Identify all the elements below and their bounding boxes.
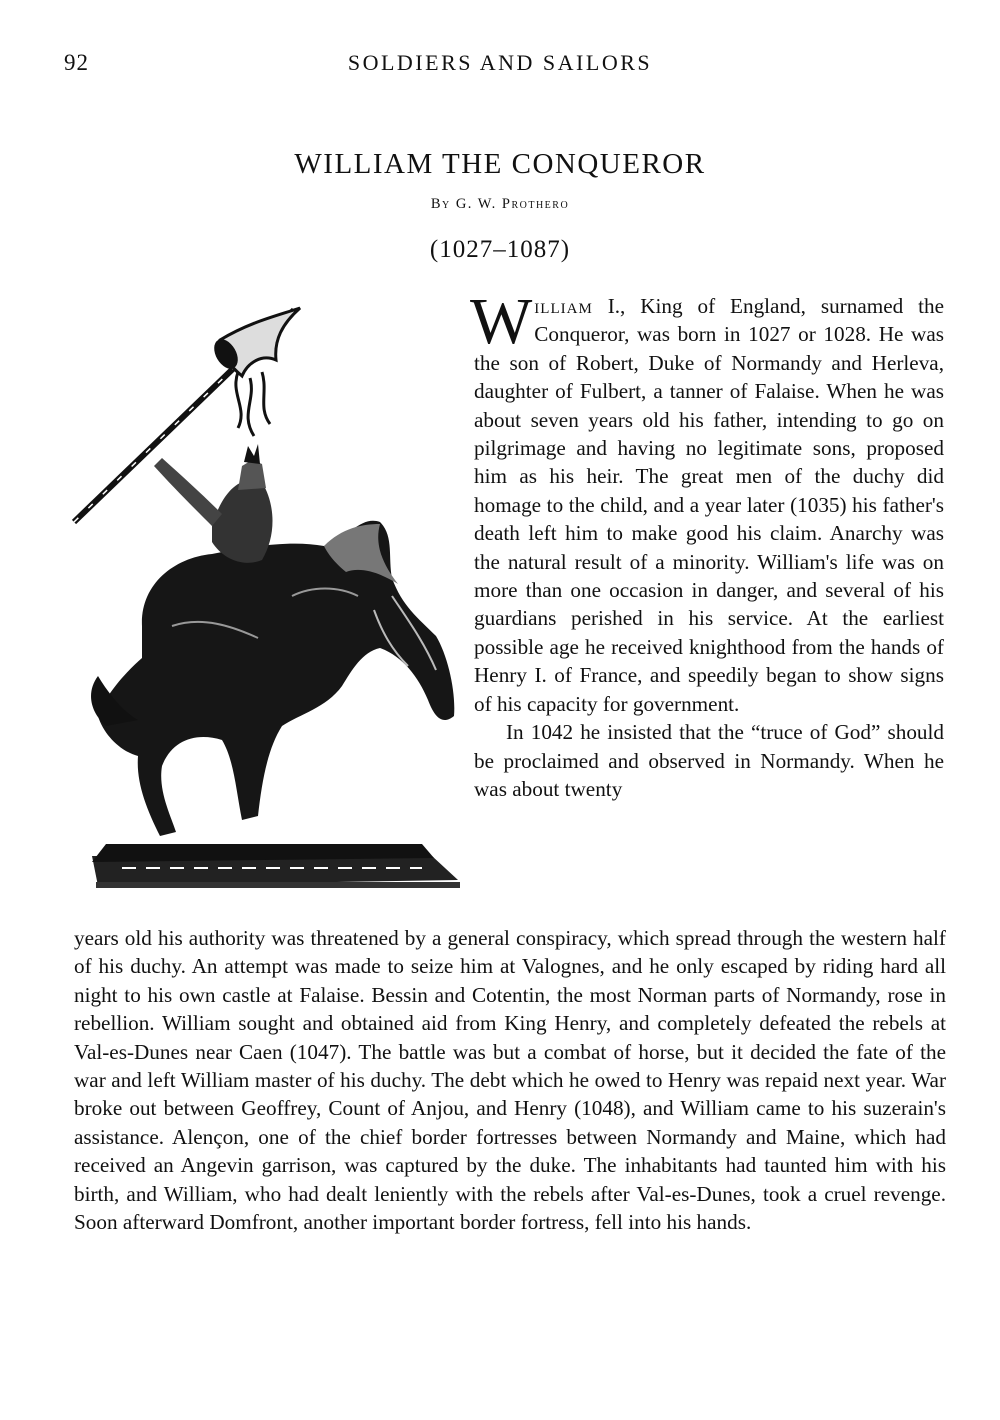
drop-cap: W xyxy=(470,285,533,358)
byline: By G. W. Prothero xyxy=(430,196,570,212)
paragraph-1 xyxy=(470,285,944,718)
body-text-narrow xyxy=(470,285,944,803)
life-dates: (1027–1087) xyxy=(429,236,571,263)
article-title: WILLIAM THE CONQUEROR xyxy=(294,148,706,180)
horse-and-rider-icon xyxy=(91,444,454,836)
page-number: 92 xyxy=(64,50,89,75)
statue-base-icon xyxy=(92,844,460,888)
paragraph-2-continued: years old his authority was threatened by a general conspiracy, which spread through the western half of his duchy. An attempt was made to seize him at Valognes, and he only escaped by riding hard all night to his own castle at Falaise. Bessin and Cotentin, the most Norman parts of Normandy, rose in rebellion. William sought and obtained aid from King Henry, and completely defeated the rebels at Val-es-Dunes near Caen (1047). The battle was but a combat of horse, but it decided the fate of the war and left William master of his duchy. The debt which he owed to Henry was repaid next year. War broke out between Geoffrey, Count of Anjou, and Henry (1048), and William came to his suzerain's assistance. Alençon, one of the chief border fortresses between Normandy and Maine, which had received an Angevin garrison, was captured by the duke. The inhabitants had taunted him with his birth, and William, who had dealt leniently with the rebels after Val-es-Dunes, took a cruel revenge. Soon afterward Domfront, another important border fortress, fell into his hands. xyxy=(74,926,946,1235)
running-head: SOLDIERS AND SAILORS xyxy=(347,50,653,75)
body-text-wide xyxy=(74,924,946,1236)
banner-icon xyxy=(209,308,300,436)
lead-smallcaps: illiam xyxy=(534,294,593,318)
equestrian-statue-icon xyxy=(62,296,468,896)
paragraph-1-text: I., King of England, surnamed the Conqueror, was born in 1027 or 1028. He was the son of Robert, Duke of Normandy and Herleva, daughter of Fulbert, a tanner of Falaise. When he was about seven years old his father, intending to go on pilgrimage and having no legitimate sons, proposed him as his heir. The great men of the duchy did homage to the child, and a year later (1035) his father's death left him to make good his claim. Anarchy was the natural result of a minority. William's life was on more than one occasion in danger, and several of his guardians perished in his service. At the earliest possible age he received knighthood from the hands of Henry I. of France, and speedily began to show signs of his capacity for government. xyxy=(474,294,944,716)
paragraph-2-start: In 1042 he insisted that the “truce of God” should be proclaimed and observed in Normandy. When he was about twenty xyxy=(474,720,944,801)
